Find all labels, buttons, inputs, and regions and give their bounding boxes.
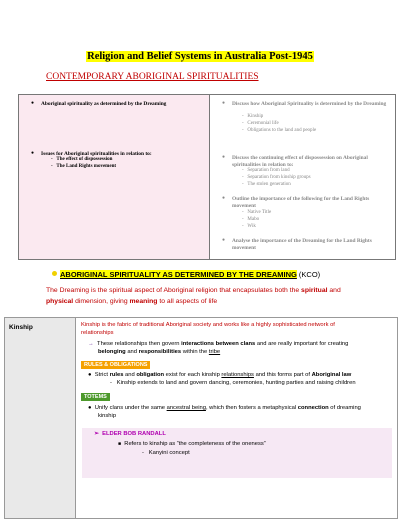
bullet-icon: ● — [222, 238, 226, 243]
outline-subitem: - Wik — [242, 224, 256, 229]
outline-item — [222, 155, 392, 168]
elder-heading — [94, 431, 166, 437]
outline-item — [222, 196, 392, 209]
para-text: The Dreaming is the spiritual aspect of Aboriginal religion that encapsulates both the — [46, 287, 302, 294]
point-text: Refers to kinship as “the completeness of the oneness” — [124, 441, 266, 447]
square-bullet-icon: ■ — [118, 441, 122, 447]
elder-subpoint: - Kanyini concept — [142, 450, 190, 456]
outline-subitem-text: Native Title — [247, 210, 272, 215]
point-keyword: responsibilities — [138, 349, 182, 355]
para-keyword: meaning — [129, 298, 158, 305]
section-heading — [60, 270, 320, 279]
point-text: and are really important for creating — [255, 341, 349, 347]
outline-subitem: - Mabo — [242, 217, 260, 222]
point-text: and — [123, 372, 137, 378]
kinship-arrow-point — [88, 341, 348, 349]
para-text: dimension, giving — [73, 298, 130, 305]
bullet-icon: ● — [31, 101, 35, 106]
outline-subitem: - Obligations to the land and people — [242, 128, 317, 133]
outline-subitem-text: Ceremonial life — [247, 121, 279, 126]
bullet-icon: ● — [88, 405, 92, 411]
para-text: and — [327, 287, 341, 294]
outline-item-text: Discuss the continuing effect of dispossession on Aboriginal spiritualities in relation to: — [232, 155, 368, 168]
bullet-icon: ● — [222, 196, 226, 201]
intro-text: Kinship is the fabric of traditional Aboriginal society and works like a highly sophisticated network of — [81, 322, 335, 328]
outline-subitem: - Separation from land — [242, 168, 290, 173]
totems-tag: TOTEMS — [81, 393, 110, 401]
title-row — [0, 46, 400, 64]
outline-subitem-text: The Land Rights movement — [56, 164, 117, 169]
kinship-content-cell — [76, 318, 397, 518]
arrow-icon: → — [88, 341, 94, 347]
bullet-icon: ● — [222, 155, 226, 160]
section-tag: (KCO) — [298, 270, 321, 279]
point-text: kinship — [98, 413, 117, 419]
kinship-arrow-point-cont — [98, 349, 220, 357]
point-keyword: relationships — [221, 372, 254, 378]
point-text: and this forms part of — [253, 372, 312, 378]
point-keyword: rules — [109, 372, 124, 378]
page-subtitle: CONTEMPORARY ABORIGINAL SPIRITUALITIES — [46, 72, 259, 82]
outline-subitem-text: Obligations to the land and people — [247, 128, 317, 133]
point-text: and — [125, 349, 139, 355]
totems-point — [88, 405, 388, 413]
point-keyword: connection — [297, 405, 329, 411]
point-keyword: belonging — [98, 349, 126, 355]
outline-subitem-text: Separation from kinship groups — [247, 175, 311, 180]
kinship-table — [4, 317, 398, 519]
point-text: of dreaming — [328, 405, 361, 411]
para-text: to all aspects of life — [157, 298, 218, 305]
outline-subitem-text: Separation from land — [247, 168, 290, 173]
elder-heading-text: ELDER BOB RANDALL — [102, 431, 166, 437]
point-keyword: Aboriginal law — [311, 372, 352, 378]
totems-point-cont — [98, 413, 116, 421]
bullet-icon: ● — [88, 372, 92, 378]
outline-subitem: - Separation from kinship groups — [242, 175, 311, 180]
bullet-icon — [52, 271, 57, 276]
kinship-label-cell — [5, 318, 76, 518]
outline-right-cell — [210, 95, 395, 259]
outline-item-text: Analyse the importance of the Dreaming for the Land Rights movement — [232, 238, 372, 251]
outline-subitem-text: The effect of dispossession — [56, 157, 113, 162]
elder-point — [118, 441, 266, 449]
point-keyword: ancestral being — [166, 405, 206, 411]
para-keyword: spiritual — [301, 287, 328, 294]
outline-left-cell — [19, 95, 210, 259]
kinship-label: Kinship — [9, 324, 33, 331]
point-keyword: interactions between clans — [181, 341, 256, 347]
rules-subpoint: - Kinship extends to land and govern dancing, ceremonies, hunting parties and raising children — [110, 380, 356, 386]
rules-point — [88, 372, 351, 380]
point-text: Unify clans under the same — [94, 405, 167, 411]
section-paragraph — [46, 285, 376, 307]
arrow-icon: ➢ — [94, 431, 99, 437]
outline-subitem: - The stolen generation — [242, 182, 291, 187]
outline-subitem: - Ceremonial life — [242, 121, 279, 126]
outline-item — [222, 101, 392, 108]
point-text: Strict — [94, 372, 110, 378]
outline-subitem: - The effect of dispossession — [51, 157, 113, 162]
subpoint-text: Kinship extends to land and govern dancing, ceremonies, hunting parties and raising children — [116, 380, 356, 386]
outline-item-text: Discuss how Aboriginal Spirituality is determined by the Dreaming — [232, 101, 387, 107]
point-text: exist for each kinship — [164, 372, 222, 378]
elder-box — [82, 428, 392, 478]
outline-item — [31, 101, 201, 108]
point-text: These relationships then govern — [97, 341, 182, 347]
subpoint-text: Kanyini concept — [148, 450, 190, 456]
outline-subitem: - Kinship — [242, 114, 264, 119]
rules-tag: RULES & OBLIGATIONS — [81, 361, 150, 369]
outline-item-text: Issues for Aboriginal spiritualities in relation to: — [41, 151, 152, 157]
point-text: within the — [181, 349, 209, 355]
outline-subitem-text: Mabo — [247, 217, 260, 222]
outline-subitem: - The Land Rights movement — [51, 164, 117, 169]
outline-item — [222, 238, 392, 251]
kinship-intro — [81, 322, 393, 337]
para-keyword: physical — [46, 298, 74, 305]
outline-subitem-text: Kinship — [247, 114, 264, 119]
page-title: Religion and Belief Systems in Australia Post-1945 — [87, 51, 313, 62]
section-heading-text: ABORIGINAL SPIRITUALITY AS DETERMINED BY THE DREAMING — [60, 270, 297, 279]
point-text: , which then fosters a metaphysical — [205, 405, 298, 411]
point-keyword: tribe — [208, 349, 221, 355]
outline-item-text: Outline the importance of the following for the Land Rights movement — [232, 196, 370, 209]
bullet-icon: ● — [222, 101, 226, 106]
intro-text: relationships — [81, 329, 114, 336]
point-keyword: obligation — [136, 372, 165, 378]
outline-table — [18, 94, 396, 260]
outline-subitem-text: The stolen generation — [247, 182, 291, 187]
outline-subitem: - Native Title — [242, 210, 272, 215]
bullet-icon: ● — [31, 151, 35, 156]
outline-subitem-text: Wik — [247, 224, 256, 229]
outline-item-text: Aboriginal spirituality as determined by the Dreaming — [41, 101, 167, 107]
